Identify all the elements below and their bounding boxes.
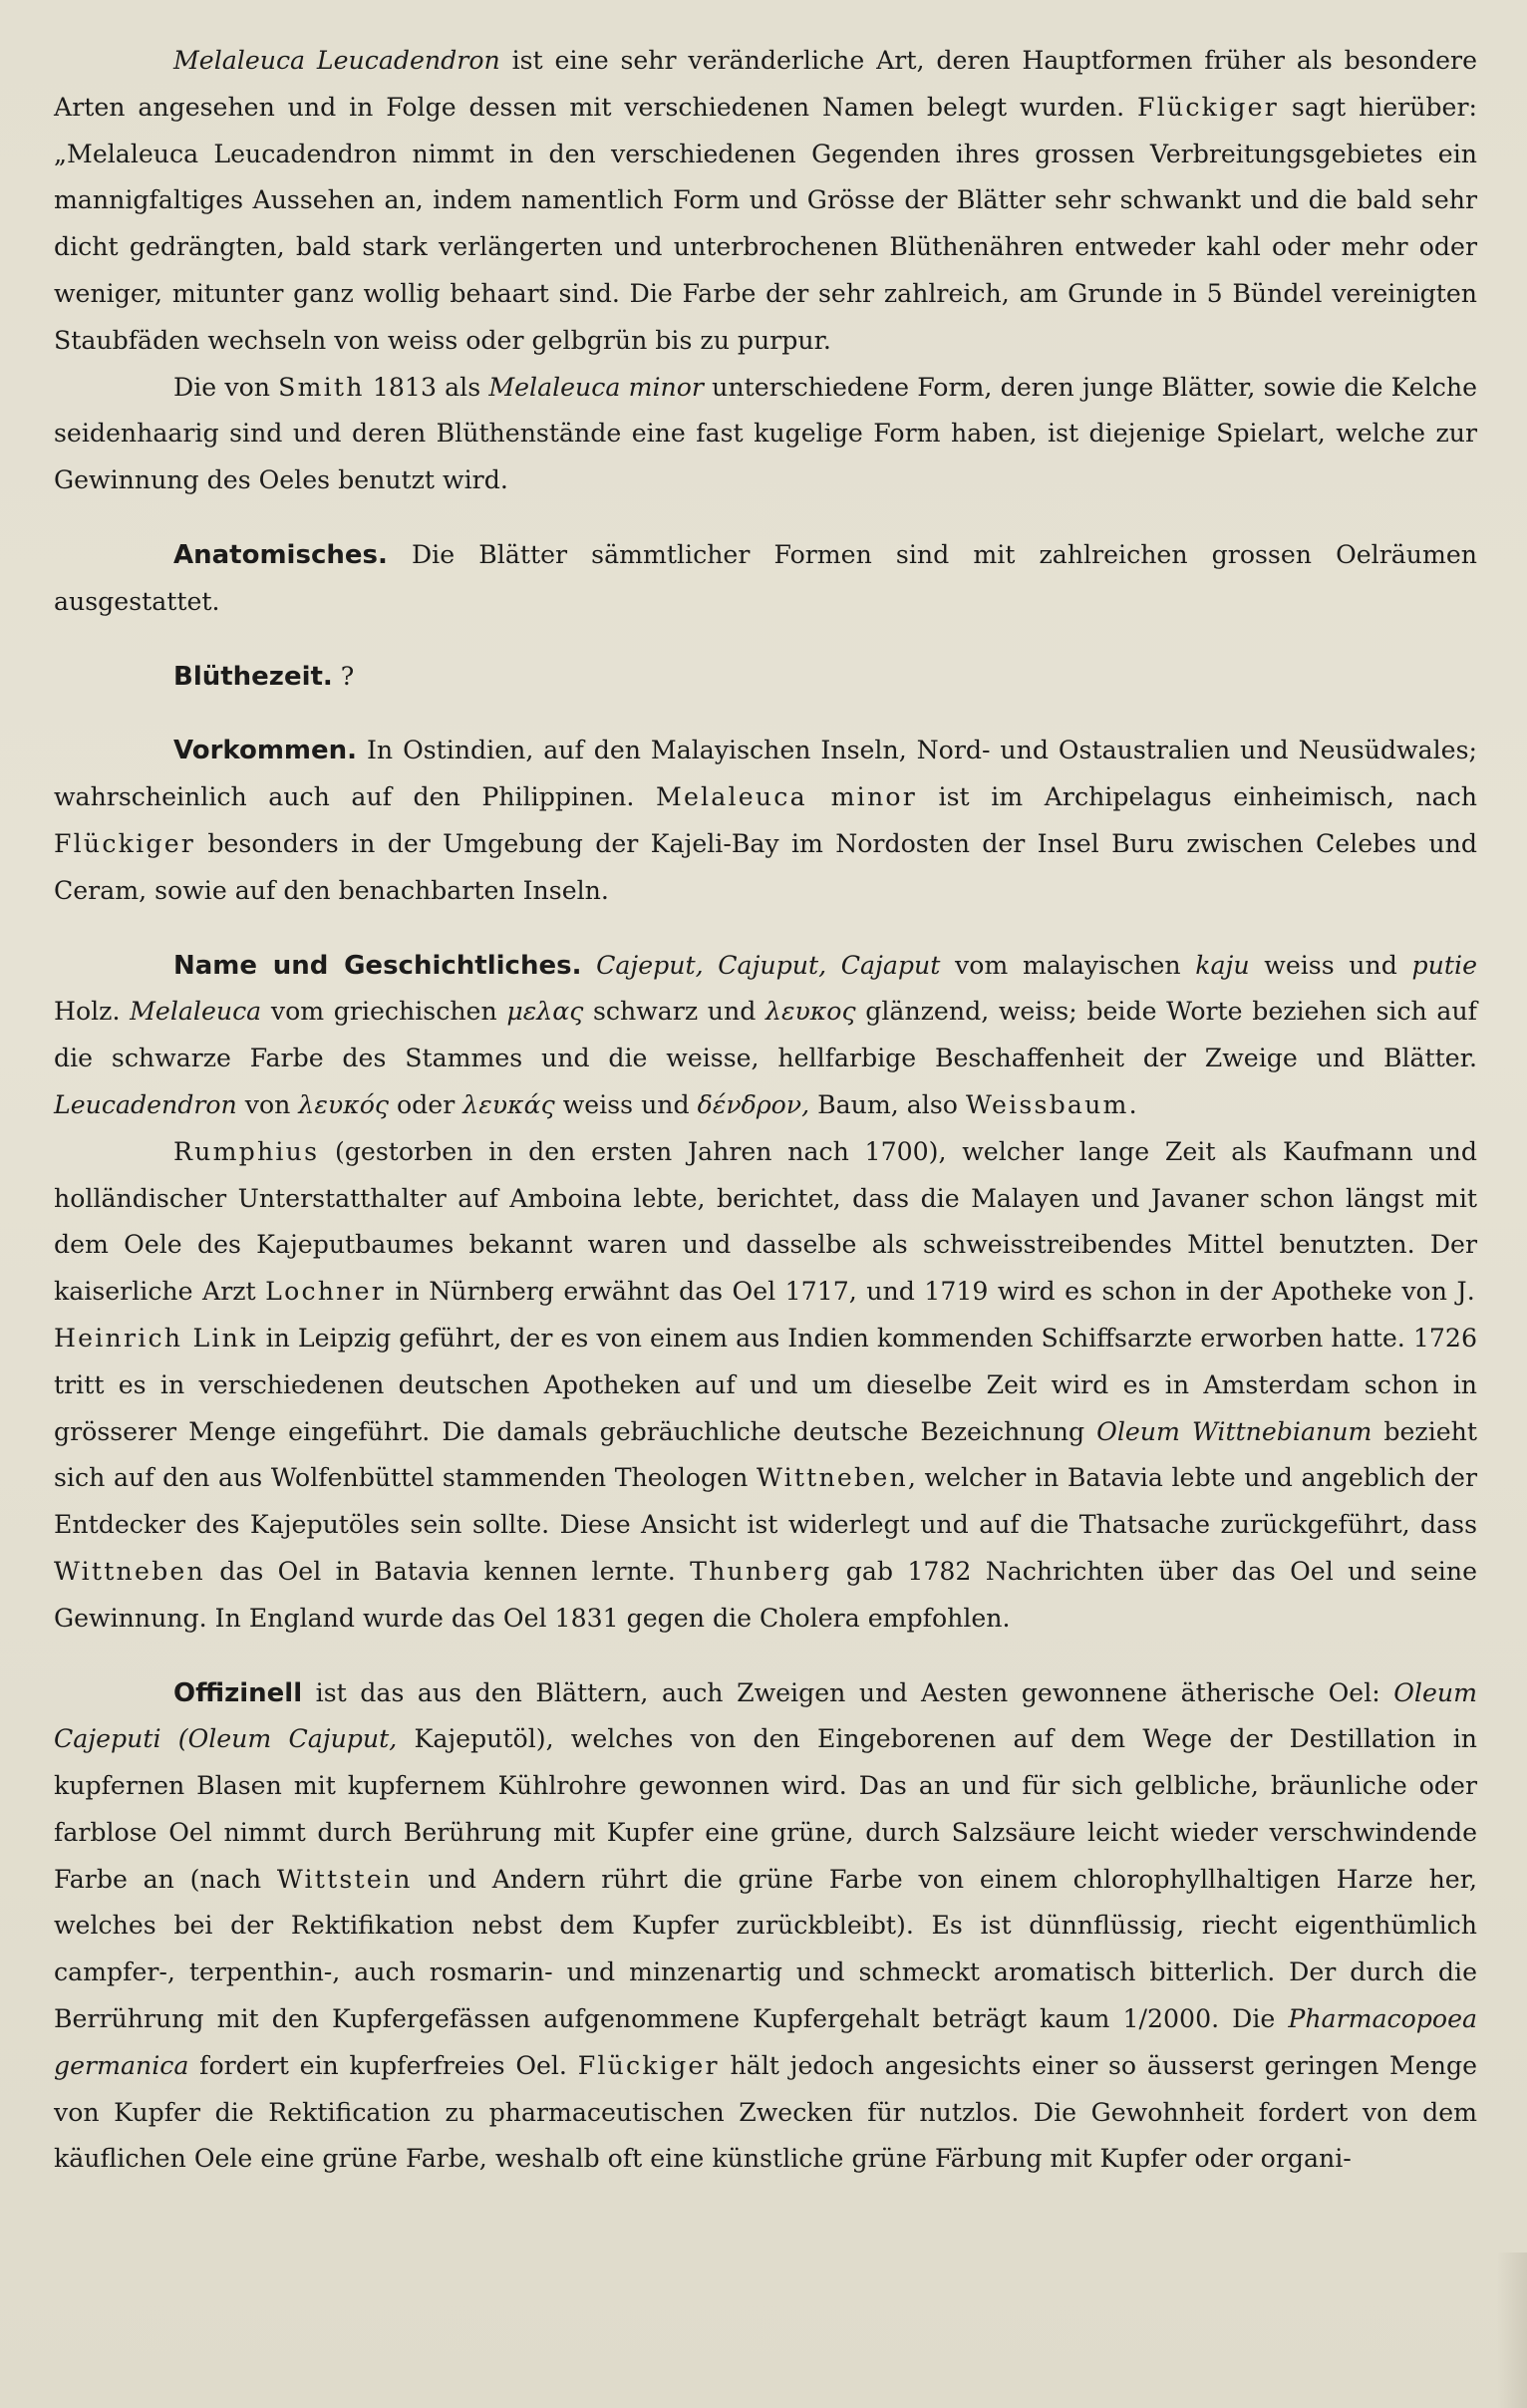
species-name: Melaleuca Leucadendron — [173, 46, 500, 75]
author-name: J. Heinrich Link — [54, 1277, 1477, 1353]
author-name: Smith — [278, 372, 365, 402]
author-name: Rumphius — [173, 1136, 320, 1166]
section-heading: Name und Geschichtliches. — [173, 950, 582, 981]
page-edge-shadow — [1497, 2253, 1527, 2408]
section-name-geschichtliches: Name und Geschichtliches. Cajeput, Cajuput, Cajaput vom malayischen kaju weiss und putie Holz. Melaleuca vom griechischen μελας schwarz und λευκος glänzend, weiss; beide Worte beziehen sich auf die schwarze Farbe des Stammes und die weisse, hellfarbige Beschaffenheit der Zweige und Blätter. Leucadendron von λευκός oder λευκάς weiss und δένδρον, Baum, also Weissbaum. — [54, 950, 1477, 1119]
paragraph-minor-form: Die von Smith 1813 als Melaleuca minor unterschiedene Form, deren junge Blätter, sowie die Kelche seidenhaarig sind und deren Blüthenstände eine fast kugelige Form haben, ist diejenige Spielart, welche zur Gewinnung des Oeles benutzt wird. — [54, 372, 1477, 495]
section-heading: Offizinell — [173, 1677, 303, 1708]
species-name: Melaleuca minor — [488, 372, 704, 402]
page-text — [54, 38, 1477, 2183]
author-name: Wittstein — [276, 1864, 413, 1894]
author-name: Wittneben — [54, 1556, 205, 1586]
author-name: Flückiger — [1136, 92, 1280, 122]
author-name: Thunberg — [690, 1556, 832, 1586]
section-heading: Blüthezeit. — [173, 661, 333, 692]
greek-word: μελας — [506, 997, 584, 1027]
author-name: Lochner — [265, 1277, 386, 1307]
greek-word: λευκός — [298, 1089, 390, 1119]
section-heading: Vorkommen. — [173, 736, 358, 766]
paragraph-variability: Melaleuca Leucadendron ist eine sehr veränderliche Art, deren Hauptformen früher als besondere Arten angesehen und in Folge dessen mit verschiedenen Namen belegt wurden. Flückiger sagt hierüber: „Melaleuca Leucadendron nimmt in den verschiedenen Gegenden ihres grossen Verbreitungsgebietes ein mannigfaltiges Aussehen an, indem namentlich Form und Grösse der Blätter sehr schwankt und die bald sehr dicht gedrängten, bald stark verlängerten und unterbrochenen Blüthenähren entweder kahl oder mehr oder weniger, mitunter ganz wollig behaart sind. Die Farbe der sehr zahlreich, am Grunde in 5 Bündel vereinigten Staubfäden wechseln von weiss oder gelbgrün bis zu purpur. — [54, 46, 1478, 355]
species-name: Melaleuca minor — [655, 782, 917, 812]
author-name: Wittneben — [756, 1463, 908, 1493]
author-name: Flückiger — [54, 828, 196, 858]
section-bluethezeit: Blüthezeit. ? — [173, 661, 355, 692]
section-vorkommen: Vorkommen. In Ostindien, auf den Malayischen Inseln, Nord- und Ostaustralien und Neusüdwales; wahrscheinlich auch auf den Philippinen. Melaleuca minor ist im Archipelagus einheimisch, nach Flückiger besonders in der Umgebung der Kajeli-Bay im Nordosten der Insel Buru zwischen Celebes und Ceram, sowie auf den benachbarten Inseln. — [54, 736, 1477, 905]
greek-word: δένδρον, — [697, 1089, 810, 1119]
section-heading: Anatomisches. — [173, 539, 388, 570]
section-anatomisches: Anatomisches. Die Blätter sämmtlicher Formen sind mit zahlreichen grossen Oelräumen ausgestattet. — [54, 539, 1477, 616]
fraction: 1/2000 — [1122, 2004, 1212, 2034]
paragraph-rumphius: Rumphius (gestorben in den ersten Jahren nach 1700), welcher lange Zeit als Kaufmann und holländischer Unterstatthalter auf Amboina lebte, berichtet, dass die Malayen und Javaner schon längst mit dem Oele des Kajeputbaumes bekannt waren und dasselbe als schweisstreibendes Mittel benutzten. Der kaiserliche Arzt Lochner in Nürnberg erwähnt das Oel 1717, und 1719 wird es schon in der Apotheke von J. Heinrich Link in Leipzig geführt, der es von einem aus Indien kommenden Schiffsarzte erworben hatte. 1726 tritt es in verschiedenen deutschen Apotheken auf und um dieselbe Zeit wird es in Amsterdam schon in grösserer Menge eingeführt. Die damals gebräuchliche deutsche Bezeichnung Oleum Wittnebianum bezieht sich auf den aus Wolfenbüttel stammenden Theologen Wittneben, welcher in Batavia lebte und angeblich der Entdecker des Kajeputöles sein sollte. Diese Ansicht ist widerlegt und auf die Thatsache zurückgeführt, dass Wittneben das Oel in Batavia kennen lernte. Thunberg gab 1782 Nachrichten über das Oel und seine Gewinnung. In England wurde das Oel 1831 gegen die Cholera empfohlen. — [54, 1136, 1478, 1633]
greek-word: λευκος — [765, 997, 856, 1027]
section-offizinell: Offizinell ist das aus den Blättern, auch Zweigen und Aesten gewonnene ätherische Oel: Oleum Cajeputi (Oleum Cajuput, Kajeputöl), welches von den Eingeborenen auf dem Wege der Destillation in kupfernen Blasen mit kupfernem Kühlrohre gewonnen wird. Das an und für sich gelbliche, bräunliche oder farblose Oel nimmt durch Berührung mit Kupfer eine grüne, durch Salzsäure leicht wieder verschwindende Farbe an (nach Wittstein und Andern rührt die grüne Farbe von einem chlorophyllhaltigen Harze her, welches bei der Rektifikation nebst dem Kupfer zurückbleibt). Es ist dünnflüssig, riecht eigenthümlich campfer-, terpenthin-, auch rosmarin- und minzenartig und schmeckt aromatisch bitterlich. Der durch die Berrührung mit den Kupfergefässen aufgenommene Kupfergehalt beträgt kaum 1/2000. Die Pharmacopoea germanica fordert ein kupferfreies Oel. Flückiger hält jedoch angesichts einer so äusserst geringen Menge von Kupfer die Rektification zu pharmaceutischen Zwecken für nutzlos. Die Gewohnheit fordert von dem käuflichen Oele eine grüne Farbe, weshalb oft eine künstliche grüne Färbung mit Kupfer oder organi- — [54, 1677, 1477, 2174]
greek-word: λευκάς — [462, 1089, 555, 1119]
author-name: Flückiger — [577, 2050, 720, 2080]
